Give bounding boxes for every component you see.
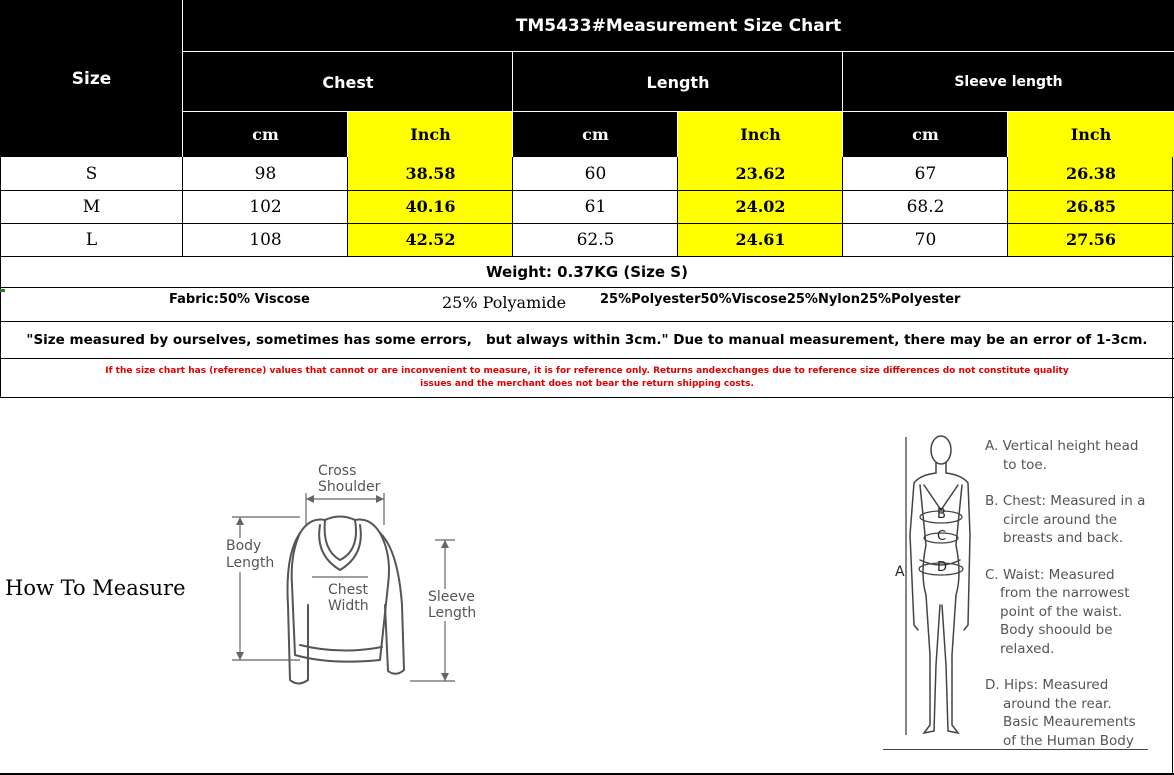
body-length-label: Body Length bbox=[226, 538, 275, 571]
body-notes bbox=[985, 437, 1165, 750]
unit-cm-length: cm bbox=[513, 112, 678, 157]
note-c: C. Waist: Measured from the narrowest point of the waist. Body shoould be relaxed. bbox=[985, 566, 1130, 657]
measurement-note: "Size measured by ourselves, sometimes has some errors, but always within 3cm." Due to manual measurement, there may be an error of 1-3cm. bbox=[26, 332, 1148, 348]
unit-cm-chest: cm bbox=[183, 112, 348, 157]
body-letter-b: B bbox=[937, 507, 946, 522]
size-cell: L bbox=[85, 229, 98, 250]
chest-cm-cell: 102 bbox=[249, 196, 282, 217]
sleeve-inch-cell: 26.38 bbox=[1008, 157, 1174, 190]
chest-inch-cell: 38.58 bbox=[348, 157, 513, 190]
size-cell: M bbox=[82, 196, 101, 217]
unit-inch-length: Inch bbox=[678, 112, 843, 157]
how-to-measure-label: How To Measure bbox=[5, 576, 186, 600]
note-a: A. Vertical height head to toe. bbox=[985, 438, 1139, 473]
length-inch-cell: 24.02 bbox=[678, 190, 843, 223]
size-label: Size bbox=[71, 68, 112, 89]
disclaimer: If the size chart has (reference) values that cannot or are inconvenient to measure, it is for reference only. Returns andexchanges due to reference size differences do not constitute quality issues and the merchant does not bear the return shipping costs. bbox=[105, 366, 1069, 389]
unit-cm-sleeve: cm bbox=[843, 112, 1008, 157]
chest-cm-cell: 108 bbox=[249, 229, 282, 250]
length-inch-cell: 23.62 bbox=[678, 157, 843, 190]
sleeve-inch-cell: 26.85 bbox=[1008, 190, 1174, 223]
length-inch-cell: 24.61 bbox=[678, 223, 843, 256]
garment-diagram bbox=[220, 455, 490, 695]
body-letter-d: D bbox=[937, 560, 948, 575]
sleeve-cm-cell: 70 bbox=[914, 229, 937, 250]
note-b: B. Chest: Measured in a circle around the breasts and back. bbox=[985, 493, 1146, 546]
chest-inch-cell: 42.52 bbox=[348, 223, 513, 256]
chest-cm-cell: 98 bbox=[254, 163, 277, 184]
sleeve-cm-cell: 67 bbox=[914, 163, 937, 184]
body-diagram bbox=[890, 425, 990, 750]
group-header-length: Length bbox=[513, 52, 843, 112]
body-letter-c: C bbox=[937, 529, 947, 544]
human-figure-icon bbox=[890, 425, 990, 750]
length-cm-cell: 60 bbox=[584, 163, 607, 184]
note-d: D. Hips: Measured around the rear. Basic Meaurements of the Human Body bbox=[985, 677, 1136, 749]
chart-title: TM5433#Measurement Size Chart bbox=[183, 0, 1174, 52]
size-header bbox=[0, 0, 183, 157]
sleeve-inch-cell: 27.56 bbox=[1008, 223, 1174, 256]
chest-width-label: Chest Width bbox=[328, 582, 369, 614]
length-cm-cell: 62.5 bbox=[576, 229, 615, 250]
unit-inch-chest: Inch bbox=[348, 112, 513, 157]
fabric-row: Fabric:50% Viscose 25% Polyamide 25%Polyester50%Viscose25%Nylon25%Polyester bbox=[169, 292, 961, 312]
unit-inch-sleeve: Inch bbox=[1008, 112, 1174, 157]
weight-row: Weight: 0.37KG (Size S) bbox=[486, 262, 688, 281]
body-letter-a: A bbox=[895, 564, 905, 580]
group-header-chest: Chest bbox=[183, 52, 513, 112]
chest-inch-cell: 40.16 bbox=[348, 190, 513, 223]
group-header-sleeve: Sleeve length bbox=[843, 52, 1174, 112]
green-mark bbox=[0, 289, 5, 292]
size-cell: S bbox=[85, 163, 98, 184]
sleeve-length-label: Sleeve Length bbox=[428, 589, 477, 621]
cross-shoulder-label: Cross Shoulder bbox=[318, 463, 381, 495]
sleeve-cm-cell: 68.2 bbox=[906, 196, 945, 217]
length-cm-cell: 61 bbox=[584, 196, 607, 217]
